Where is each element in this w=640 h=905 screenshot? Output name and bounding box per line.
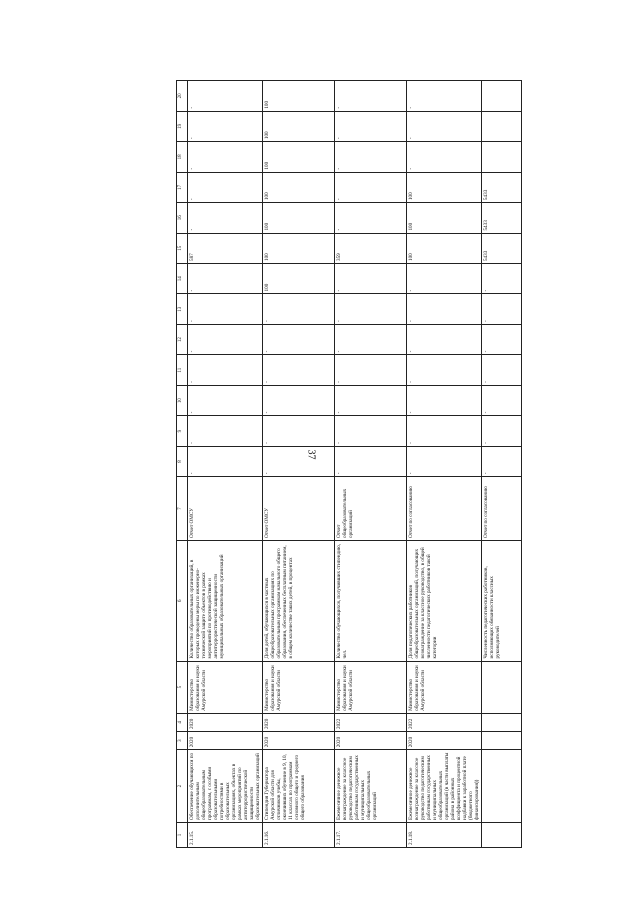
page-number: 37	[305, 449, 317, 460]
value-cell: -	[482, 385, 522, 415]
measure-name: Обеспечение обучающихся по дополнительным общеобразовательным программам, с особыми образовательными потребностями в образовательных организациях, объектах в рамках мероприятий по антитеррористической защищенности образовательных организаций	[188, 750, 263, 823]
value-cell: -	[407, 264, 482, 294]
value-cell: 100	[407, 233, 482, 263]
value-cell: -	[188, 111, 263, 141]
value-cell: -	[188, 264, 263, 294]
start-year: 2020	[335, 732, 407, 750]
value-cell: 5433	[482, 233, 522, 263]
header-cell: 2	[177, 750, 188, 823]
row-number: 2.1.16.	[263, 822, 335, 847]
header-cell: 11	[177, 355, 188, 385]
value-cell: -	[263, 324, 335, 354]
end-year	[482, 713, 522, 731]
end-year: 2020	[188, 713, 263, 731]
value-cell: -	[482, 355, 522, 385]
row-number: 2.1.17.	[335, 822, 407, 847]
value-cell: -	[407, 142, 482, 172]
value-cell: -	[482, 324, 522, 354]
value-cell: -	[188, 385, 263, 415]
indicator: Доля детей, обучающихся в частных общеобразовательных организациях по образовательным программам начального общего образования, обеспеченных бесплатным питанием, в общем количестве таких детей, в процентах	[263, 540, 335, 661]
header-cell: 8	[177, 446, 188, 476]
value-cell: -	[482, 264, 522, 294]
header-cell: 1	[177, 822, 188, 847]
value-cell: -	[335, 385, 407, 415]
value-cell: -	[188, 172, 263, 202]
measure-name: Стипендия Губернатора Амурской области для отличников учебы, окончивших обучение в 9, 10, 11 классах по программам основного общего и среднего общего образования	[263, 750, 335, 823]
header-cell: 7	[177, 477, 188, 541]
value-cell: 100	[263, 203, 335, 233]
start-year: 2020	[188, 732, 263, 750]
value-cell: 100	[407, 203, 482, 233]
executor: Министерство образования и науки Амурской области	[263, 661, 335, 713]
source: Отчет по согласованию	[482, 477, 522, 541]
value-cell: 100	[263, 142, 335, 172]
indicator: Доля педагогических работников общеобразовательных организаций, получающих вознаграждение за классное руководство, в общей численности педагогических работников такой категории	[407, 540, 482, 661]
header-cell: 13	[177, 294, 188, 324]
value-cell: -	[263, 446, 335, 476]
value-cell: -	[188, 416, 263, 446]
value-cell: -	[188, 355, 263, 385]
executor	[482, 661, 522, 713]
header-cell: 20	[177, 81, 188, 112]
value-cell: -	[407, 111, 482, 141]
value-cell: -	[335, 355, 407, 385]
executor: Министерство образования и науки Амурской области	[188, 661, 263, 713]
value-cell: 5433	[482, 172, 522, 202]
header-row	[177, 81, 188, 848]
measure-name: Ежемесячное денежное вознаграждение за классное руководство педагогическим работникам государственных и муниципальных общеобразовательных организаций (в части выплаты района в районных коэффициента и процентной надбавки к заработной плате (бюджетного финансирования))	[407, 750, 482, 823]
value-cell: -	[335, 142, 407, 172]
value-cell: -	[482, 446, 522, 476]
value-cell: 100	[263, 172, 335, 202]
row-number: 2.1.18.	[407, 822, 482, 847]
value-cell: -	[335, 324, 407, 354]
indicator: Количество образовательных организаций, в которых проведены меры по инженерно-технической защите объектов в рамках мероприятий по противодействию и антитеррористической защищенности муниципальных образовательных организаций	[188, 540, 263, 661]
header-cell: 5	[177, 661, 188, 713]
value-cell: 100	[407, 172, 482, 202]
value-cell: -	[335, 203, 407, 233]
value-cell: -	[335, 416, 407, 446]
indicator: Количество обучающихся, получивших стипендию, чел.	[335, 540, 407, 661]
source: Отчет ОМСУ	[188, 477, 263, 541]
start-year	[482, 732, 522, 750]
executor: Министерство образования и науки Амурской области	[335, 661, 407, 713]
table-row	[407, 81, 482, 848]
header-cell: 18	[177, 142, 188, 172]
end-year: 2020	[263, 713, 335, 731]
value-cell	[482, 81, 522, 112]
value-cell: -	[188, 142, 263, 172]
header-cell: 12	[177, 324, 188, 354]
header-cell: 4	[177, 713, 188, 731]
header-cell: 3	[177, 732, 188, 750]
source: Отчет по согласованию	[407, 477, 482, 541]
table-row	[482, 81, 522, 848]
header-cell: 17	[177, 172, 188, 202]
header-cell: 15	[177, 233, 188, 263]
source: Отчет ОМСУ	[263, 477, 335, 541]
value-cell: -	[263, 385, 335, 415]
indicator: Численность педагогических работников, исполняющих обязанности классных руководителей	[482, 540, 522, 661]
value-cell: -	[482, 294, 522, 324]
row-number	[482, 822, 522, 847]
value-cell	[482, 142, 522, 172]
header-cell: 19	[177, 111, 188, 141]
value-cell: -	[407, 385, 482, 415]
end-year: 2022	[335, 713, 407, 731]
table-row	[335, 81, 407, 848]
value-cell: -	[407, 294, 482, 324]
value-cell: 359	[335, 233, 407, 263]
value-cell: -	[188, 203, 263, 233]
executor: Министерство образования и науки Амурской области	[407, 661, 482, 713]
value-cell: -	[263, 294, 335, 324]
value-cell: -	[263, 416, 335, 446]
value-cell: -	[335, 81, 407, 112]
value-cell: -	[335, 294, 407, 324]
value-cell: -	[482, 416, 522, 446]
value-cell: -	[407, 446, 482, 476]
value-cell: -	[263, 355, 335, 385]
header-cell: 9	[177, 416, 188, 446]
value-cell: 100	[263, 111, 335, 141]
value-cell: 5433	[482, 203, 522, 233]
value-cell: 100	[263, 233, 335, 263]
header-cell: 6	[177, 540, 188, 661]
table-row	[263, 81, 335, 848]
value-cell: -	[335, 172, 407, 202]
value-cell: -	[407, 81, 482, 112]
header-cell: 10	[177, 385, 188, 415]
header-cell: 16	[177, 203, 188, 233]
value-cell: 100	[263, 81, 335, 112]
start-year: 2020	[263, 732, 335, 750]
value-cell: -	[188, 294, 263, 324]
value-cell: 587	[188, 233, 263, 263]
measure-name: Ежемесячное денежное вознаграждение за классное руководство педагогическим работникам государственных и муниципальных общеобразовательных организаций	[335, 750, 407, 823]
value-cell: -	[188, 324, 263, 354]
measure-name	[482, 750, 522, 823]
value-cell: -	[407, 416, 482, 446]
program-table	[176, 80, 522, 848]
start-year: 2020	[407, 732, 482, 750]
table-row	[188, 81, 263, 848]
end-year: 2022	[407, 713, 482, 731]
value-cell: -	[188, 81, 263, 112]
row-number: 2.1.15.	[188, 822, 263, 847]
value-cell: -	[335, 111, 407, 141]
header-cell: 14	[177, 264, 188, 294]
value-cell: -	[335, 446, 407, 476]
value-cell: -	[407, 355, 482, 385]
value-cell	[482, 111, 522, 141]
value-cell: 100	[263, 264, 335, 294]
source: Отчет общеобразовательных организаций	[335, 477, 407, 541]
value-cell: -	[188, 446, 263, 476]
value-cell: -	[335, 264, 407, 294]
value-cell: -	[407, 324, 482, 354]
table-body	[188, 81, 522, 848]
